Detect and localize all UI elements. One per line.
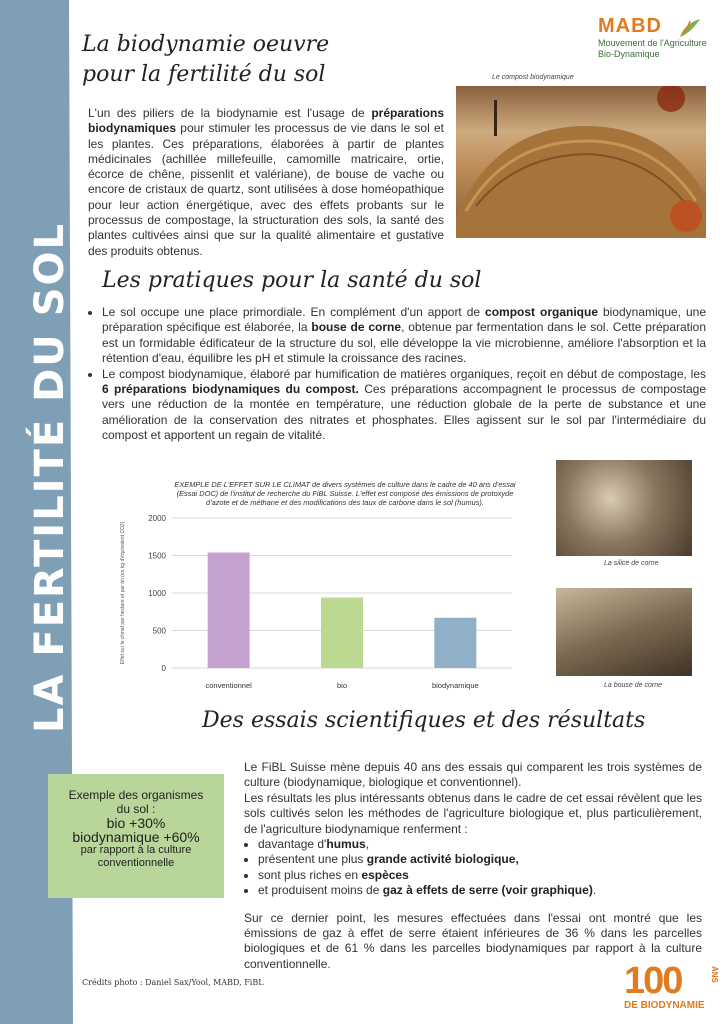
bar-conventionnel xyxy=(208,553,250,669)
result-humus xyxy=(258,837,702,852)
text: biodynamique, une préparation spécifique est élaborée, la xyxy=(102,305,706,335)
result-gaz xyxy=(258,883,702,898)
text: Ces préparations accompagnent le processus de compostage vers une réduction de la montée en température, une réduction globale de la perte de substance et une amélioration de la conservation des nitrates et phosphates. Elles agissent sur le sol par l'intermédiaire du compost et apportent un regain de vitalité. xyxy=(102,382,707,443)
logo-line2: Bio-Dynamique xyxy=(598,49,660,59)
essais-text xyxy=(244,760,702,972)
result-especes xyxy=(258,868,702,883)
practice-item-compost xyxy=(102,367,706,444)
bold: espèces xyxy=(361,867,409,882)
text: Le sol occupe une place primordiale. En complément d'un apport de xyxy=(102,305,486,319)
text: sont plus riches en xyxy=(258,867,362,882)
box-line5: par rapport à la culture xyxy=(80,844,192,856)
mabd-logo xyxy=(598,15,710,60)
bold: grande activité biologique, xyxy=(366,852,519,867)
100-ans-logo xyxy=(624,962,720,1011)
practice-item-sol xyxy=(102,305,706,367)
leaf-icon xyxy=(676,15,704,41)
silice-corne-photo xyxy=(556,460,692,556)
essais-p3: Sur ce dernier point, les mesures effectuées dans l'essai ont montré que les émissions de gaz à effet de serre étaient inférieures de 36 % dans les parcelles biologiques et de 61 % dans les parcelles biodynamiques par rapport à la culture conventionnelle. xyxy=(244,910,702,971)
text: . xyxy=(592,883,597,898)
compost-photo xyxy=(456,86,706,238)
text: présentent une plus xyxy=(258,852,367,867)
section2-title: Les pratiques pour la santé du sol xyxy=(102,268,482,293)
logo100-number: 100 xyxy=(624,960,682,1002)
bold-bouse: bouse de corne xyxy=(311,320,402,335)
text: , xyxy=(365,837,370,852)
essais-p2: Les résultats les plus intéressants obtenus dans le cadre de cet essai révèlent que les sols cultivés selon les méthodes de l'agriculture biologique et, plus particulièrement, de l'agriculture biodynamique renferment : xyxy=(244,790,702,836)
section1-title-line1: La biodynamie oeuvre xyxy=(82,32,330,57)
bold: gaz à effets de serre (voir graphique) xyxy=(382,883,593,898)
y-tick-label: 2000 xyxy=(148,514,166,523)
photo-credits: Crédits photo : Daniel Sax/Yool, MABD, FiBL xyxy=(82,978,264,987)
bouse-corne-photo xyxy=(556,588,692,676)
bar-chart xyxy=(110,508,520,698)
compost-illustration xyxy=(456,86,706,238)
bold-preparations: 6 préparations biodynamiques du compost. xyxy=(102,382,359,397)
logo100-ans: ANS xyxy=(710,966,719,983)
organisms-box xyxy=(48,774,224,898)
result-activite xyxy=(258,852,702,867)
text: Le compost biodynamique, élaboré par humification de matières organiques, reçoit en début de compostage, les xyxy=(102,366,706,381)
box-line1: Exemple des organismes xyxy=(68,788,204,802)
y-tick-label: 0 xyxy=(161,664,166,673)
silice-caption: La silice de corne xyxy=(604,560,659,567)
bouse-caption: La bouse de corne xyxy=(604,682,662,689)
results-list xyxy=(244,837,702,899)
logo-name: MABD xyxy=(598,15,662,37)
text: et produisent moins de xyxy=(258,883,383,898)
chart-title: EXEMPLE DE L'EFFET SUR LE CLIMAT de divers systèmes de culture dans le cadre de 40 ans d'essai (Essai DOC) de l'institut de recherche du FiBL Suisse. L'effet est composé des émissions de protoxyde d'azote et de méthane et des modifications des taux de carbone dans le sol (humus). xyxy=(174,480,516,507)
section1-title-line2: pour la fertilité du sol xyxy=(82,62,326,87)
essais-p1: Le FiBL Suisse mène depuis 40 ans des essais qui comparent les trois systèmes de culture (biodynamique, biologique et conventionnel). xyxy=(244,760,702,790)
intro-bold: préparations biodynamiques xyxy=(88,106,444,136)
compost-caption: Le compost biodynamique xyxy=(492,74,574,81)
y-tick-label: 500 xyxy=(152,626,166,636)
x-tick-label: biodynamique xyxy=(431,681,479,690)
box-bio: bio +30% xyxy=(106,815,166,831)
y-tick-label: 1500 xyxy=(148,551,166,561)
intro-text-a: L'un des piliers de la biodynamie est l'usage de xyxy=(88,106,372,120)
text: , obtenue par fermentation dans le sol. Cette préparation est un formidable édificateur de la structure du sol, elle développe la vie microbienne, améliore l'absorption et la rétention d'eau, équilibre les pH et stimule la croissance des racines. xyxy=(102,320,707,366)
box-line2: du sol : xyxy=(116,802,156,816)
section3-title: Des essais scientifiques et des résultats xyxy=(202,708,646,733)
bold: humus xyxy=(326,837,366,852)
bar-biodynamique xyxy=(434,618,476,668)
y-axis-label: Effet sur le climat par hectare et par an (en kg d'équivalent CO2) xyxy=(120,521,126,665)
bold-compost: compost organique xyxy=(485,305,598,319)
box-biodyn: biodynamique +60% xyxy=(72,829,200,845)
logo-line1: Mouvement de l'Agriculture xyxy=(598,38,707,48)
intro-text-c: pour stimuler les processus de vie dans le sol et les plantes. Ces préparations, élaborées à partir de plantes médicinales (achillée millefeuille, camomille matricaire, ortie, écorce de chêne, pissenlit et valériane), de bouse de vache ou encore de cristaux de quartz, sont utilisées à dose homéopathique pour leur action énergétique, avec des effets probants sur le processus de compostage, la structuration des sols, la santé des plantes cultivées ainsi que sur la qualité alimentaire et gustative des produits obtenus. xyxy=(88,121,444,258)
logo100-sub: DE BIODYNAMIE xyxy=(624,1000,705,1011)
y-tick-label: 1000 xyxy=(148,589,166,598)
section1-title xyxy=(82,30,329,90)
intro-paragraph xyxy=(88,106,444,259)
x-tick-label: conventionnel xyxy=(205,681,252,690)
box-line6: conventionnelle xyxy=(97,857,175,869)
practices-list xyxy=(88,305,706,444)
bar-bio xyxy=(321,598,363,669)
x-tick-label: bio xyxy=(336,681,348,690)
vertical-title: LA FERTILITÉ DU SOL xyxy=(27,221,73,733)
text: davantage d' xyxy=(258,837,327,852)
